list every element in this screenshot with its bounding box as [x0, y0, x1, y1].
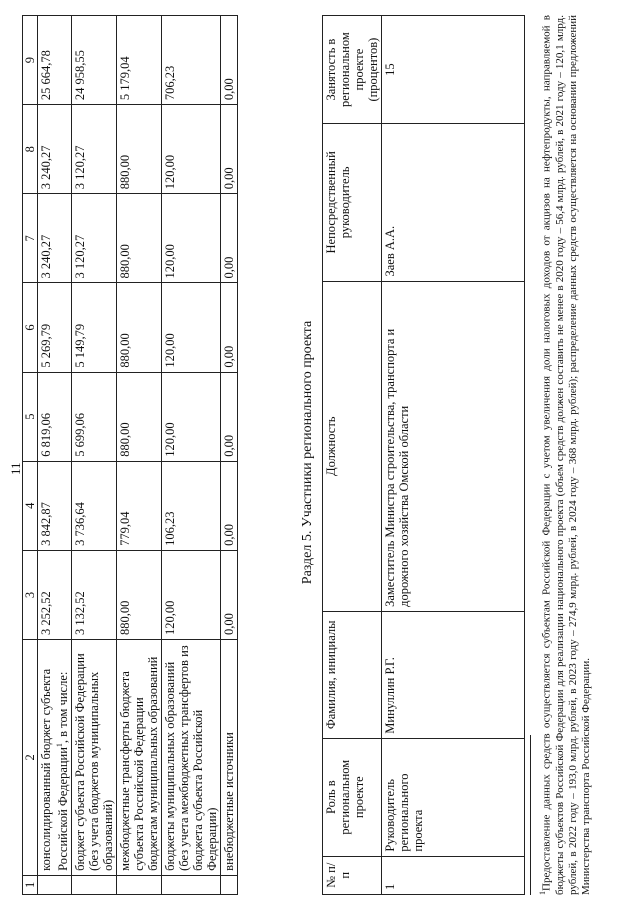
budget-row — [72, 16, 117, 895]
header-cell: Непосредственный руководитель — [323, 124, 382, 281]
value-cell: 3 120,27 — [72, 194, 117, 283]
name-cell: Минуллин Р.Г. — [382, 611, 525, 738]
value-cell: 5 699,06 — [72, 372, 117, 461]
section-title: Раздел 5. Участники регионального проекта — [300, 320, 315, 585]
value-cell: 880,00 — [117, 550, 162, 639]
value-cell: 706,23 — [162, 16, 221, 105]
value-cell: 25 664,78 — [38, 16, 72, 105]
value-cell: 120,00 — [162, 550, 221, 639]
budget-row — [221, 16, 238, 895]
value-cell: 0,00 — [221, 550, 238, 639]
supervisor-cell: Заев А.А. — [382, 124, 525, 281]
column-number: 1 — [23, 875, 38, 894]
row-index-cell — [221, 875, 238, 894]
budget-row — [38, 16, 72, 895]
value-cell: 24 958,55 — [72, 16, 117, 105]
value-cell: 3 240,27 — [38, 194, 72, 283]
value-cell: 120,00 — [162, 372, 221, 461]
header-cell: Должность — [323, 281, 382, 611]
value-cell: 880,00 — [117, 105, 162, 194]
employment-cell: 15 — [382, 16, 525, 124]
footnote-marker: 1 — [538, 891, 547, 895]
column-number: 5 — [23, 372, 38, 461]
budget-row — [117, 16, 162, 895]
budget-row — [162, 16, 221, 895]
row-label-text: консолидированный бюджет субъекта Российской Федерации — [39, 668, 71, 871]
value-cell: 0,00 — [221, 16, 238, 105]
value-cell: 6 819,06 — [38, 372, 72, 461]
footnote-divider — [530, 735, 531, 895]
value-cell: 0,00 — [221, 283, 238, 372]
value-cell: 3 240,27 — [38, 105, 72, 194]
column-number: 2 — [23, 640, 38, 876]
row-index-cell — [72, 875, 117, 894]
value-cell: 3 842,87 — [38, 461, 72, 550]
column-number: 9 — [23, 16, 38, 105]
column-number: 3 — [23, 550, 38, 639]
participant-row — [382, 16, 525, 895]
participants-table — [322, 15, 525, 895]
row-label — [117, 640, 162, 876]
value-cell: 3 132,52 — [72, 550, 117, 639]
column-number: 6 — [23, 283, 38, 372]
row-label-text: бюджеты муниципальных образований (без учета межбюджетных трансфертов из бюджета субъекта Российской Федерации) — [163, 645, 220, 871]
value-cell: 3 252,52 — [38, 550, 72, 639]
value-cell: 106,23 — [162, 461, 221, 550]
row-index-cell — [38, 875, 72, 894]
page-number: 11 — [8, 462, 23, 475]
header-cell: Занятость в региональном проекте (процентов) — [323, 16, 382, 124]
value-cell: 880,00 — [117, 283, 162, 372]
value-cell: 880,00 — [117, 372, 162, 461]
value-cell: 120,00 — [162, 283, 221, 372]
row-index-cell — [117, 875, 162, 894]
budget-table — [22, 15, 238, 895]
header-cell: № п/п — [323, 856, 382, 894]
value-cell: 5 149,79 — [72, 283, 117, 372]
participants-header-row — [323, 16, 382, 895]
footnote-text: Предоставление данных средств осуществляется субъектам Российской Федерации с учетом увеличения доли налоговых доходов от акцизов на нефтепродукты, направляемой в бюджеты субъектов Российской Федерации для реализации национального проекта (объем средств должен составить не менее в 2020 году – 56,4 млрд. рублей, в 2021 году – 120,1 млрд. рублей, в 2022 году – 193,0 млрд. рублей, в 2023 году – 274,9 млрд. рублей, в 2024 году – 368 млрд. рублей); распределение данных средств осуществляется на основании предложений Министерства транспорта Российской Федерации. — [540, 15, 592, 895]
column-number-row — [23, 16, 38, 895]
value-cell: 0,00 — [221, 461, 238, 550]
row-label-text: межбюджетные трансферты бюджета субъекта Российской Федерации бюджетам муниципальных образований — [118, 656, 161, 871]
row-label — [38, 640, 72, 876]
value-cell: 3 736,64 — [72, 461, 117, 550]
footnote — [536, 15, 593, 895]
value-cell: 0,00 — [221, 105, 238, 194]
position-cell: Заместитель Министра строительства, транспорта и дорожного хозяйства Омской области — [382, 281, 525, 611]
footnote-ref: 1 — [55, 743, 64, 748]
column-number: 8 — [23, 105, 38, 194]
value-cell: 3 120,27 — [72, 105, 117, 194]
row-label-text: бюджет субъекта Российской Федерации (без учета бюджетов муниципальных образований) — [73, 653, 116, 871]
row-number: 1 — [382, 856, 525, 894]
value-cell: 120,00 — [162, 194, 221, 283]
row-label-tail: , в том числе: — [56, 671, 71, 744]
row-label — [162, 640, 221, 876]
row-label — [221, 640, 238, 876]
column-number: 7 — [23, 194, 38, 283]
value-cell: 5 179,04 — [117, 16, 162, 105]
row-index-cell — [162, 875, 221, 894]
row-label — [72, 640, 117, 876]
role-cell: Руководитель регионального проекта — [382, 738, 525, 856]
header-cell: Фамилия, инициалы — [323, 611, 382, 738]
row-label-text: внебюджетные источники — [222, 732, 237, 871]
column-number: 4 — [23, 461, 38, 550]
value-cell: 779,04 — [117, 461, 162, 550]
value-cell: 120,00 — [162, 105, 221, 194]
value-cell: 0,00 — [221, 372, 238, 461]
header-cell: Роль в региональном проекте — [323, 738, 382, 856]
value-cell: 0,00 — [221, 194, 238, 283]
value-cell: 5 269,79 — [38, 283, 72, 372]
value-cell: 880,00 — [117, 194, 162, 283]
